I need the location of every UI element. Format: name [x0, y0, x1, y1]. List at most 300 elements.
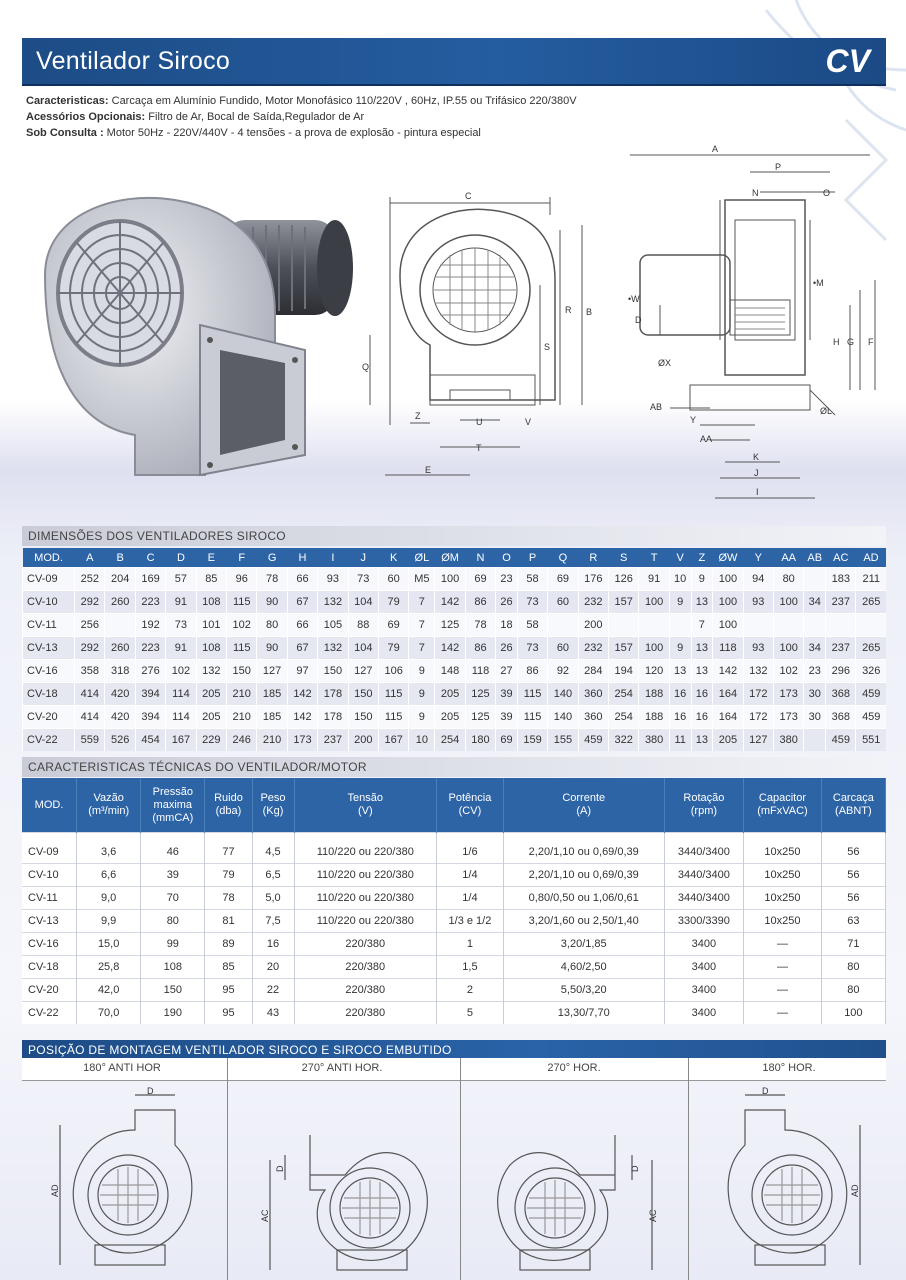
dim-col-header: A [75, 548, 105, 568]
technical-table [22, 778, 886, 1024]
spec-cell: 1/3 e 1/2 [437, 910, 504, 933]
dim-cell: 194 [609, 660, 639, 683]
spec-cell: 3400 [664, 1002, 744, 1025]
dim-cell: 237 [318, 729, 348, 752]
spec-cell: 9,9 [77, 910, 141, 933]
dim-cell: 459 [856, 706, 886, 729]
side-dimension-drawing [630, 140, 890, 510]
dim-cell: 86 [465, 591, 495, 614]
tech-col-header-line: (A) [576, 805, 592, 817]
dim-col-header: B [105, 548, 135, 568]
model-cell: CV-16 [22, 933, 77, 956]
spec-cell: 3300/3390 [664, 910, 744, 933]
dim-cell: 223 [135, 637, 165, 660]
dim-label-ad: AD [850, 1184, 860, 1197]
tech-col-header-line: Rotação [683, 792, 725, 804]
dim-cell: 115 [227, 637, 257, 660]
dimensions-section-title: DIMENSÕES DOS VENTILADORES SIROCO [22, 526, 886, 546]
dim-cell: 9 [691, 568, 713, 591]
dim-label-r: R [565, 305, 572, 315]
dim-cell: 91 [166, 637, 196, 660]
dim-cell: 140 [548, 683, 578, 706]
dim-cell: 185 [257, 683, 287, 706]
dim-cell: 204 [105, 568, 135, 591]
dim-cell: 58 [517, 614, 547, 637]
dim-cell: 90 [257, 591, 287, 614]
dim-label-q: Q [362, 362, 370, 372]
tech-col-header-line: (m³/min) [88, 805, 130, 817]
dim-cell: 18 [496, 614, 518, 637]
dim-cell: 104 [348, 637, 378, 660]
model-cell: CV-11 [23, 614, 75, 637]
tech-col-header [664, 778, 744, 833]
dim-cell: 173 [287, 729, 317, 752]
dim-col-header: MOD. [23, 548, 75, 568]
dim-cell: 92 [548, 660, 578, 683]
dim-cell: 188 [639, 706, 669, 729]
dim-label-aa: AA [700, 434, 713, 444]
mount-position-label: 180° ANTI HOR [83, 1062, 161, 1074]
dim-cell: 69 [548, 568, 578, 591]
mount-drawing-270-anti-hor [255, 1100, 445, 1275]
table-row [23, 568, 887, 591]
dim-cell: 394 [135, 683, 165, 706]
dim-col-header: D [166, 548, 196, 568]
technical-table-body [22, 833, 886, 1025]
spec-cell: — [744, 956, 822, 979]
dim-cell: 26 [496, 591, 518, 614]
model-cell: CV-20 [22, 979, 77, 1002]
dim-cell [856, 614, 886, 637]
dim-cell: 118 [465, 660, 495, 683]
dim-cell: 10 [409, 729, 435, 752]
dim-cell: 102 [227, 614, 257, 637]
dimensions-table-header [23, 548, 887, 568]
dim-cell: 23 [804, 660, 826, 683]
spec-label: Sob Consulta : [26, 127, 104, 139]
dim-cell [639, 614, 669, 637]
dim-cell: M5 [409, 568, 435, 591]
dim-cell: 73 [517, 637, 547, 660]
dim-cell: 69 [465, 568, 495, 591]
table-row [23, 637, 887, 660]
dim-cell [804, 614, 826, 637]
model-cell: CV-22 [23, 729, 75, 752]
model-cell: CV-09 [22, 833, 77, 864]
spec-cell: 43 [252, 1002, 294, 1025]
dim-cell: 148 [435, 660, 465, 683]
dim-cell: 125 [465, 683, 495, 706]
tech-col-header-line: (rpm) [690, 805, 718, 817]
dim-cell [804, 729, 826, 752]
dim-col-header: G [257, 548, 287, 568]
dim-cell: 39 [496, 706, 518, 729]
dim-cell: 118 [713, 637, 743, 660]
dim-cell [609, 614, 639, 637]
dim-cell: 73 [166, 614, 196, 637]
dim-label-v: V [525, 417, 532, 427]
dim-label-y: Y [690, 415, 697, 425]
tech-col-header [744, 778, 822, 833]
dim-label-g: G [847, 337, 855, 347]
model-cell: CV-16 [23, 660, 75, 683]
dim-cell: 157 [609, 637, 639, 660]
spec-cell: 10x250 [744, 833, 822, 864]
dim-cell: 16 [669, 683, 691, 706]
mount-position-label: 180° HOR. [762, 1062, 816, 1074]
dim-cell: 132 [318, 591, 348, 614]
dim-cell: 368 [826, 683, 856, 706]
tech-col-header-line: MOD. [34, 798, 64, 811]
dim-cell: 16 [691, 683, 713, 706]
dim-cell: 150 [318, 660, 348, 683]
spec-cell: 1/6 [437, 833, 504, 864]
dim-cell: 252 [75, 568, 105, 591]
dim-cell: 88 [348, 614, 378, 637]
spec-cell: 77 [205, 833, 252, 864]
dim-label-d: D [630, 1165, 640, 1172]
spec-cell: 81 [205, 910, 252, 933]
spec-cell: 71 [821, 933, 885, 956]
dim-cell: 100 [713, 568, 743, 591]
spec-cell: 39 [141, 864, 205, 887]
dim-cell: 150 [227, 660, 257, 683]
dim-label-d: D [635, 315, 642, 325]
dim-cell: 155 [548, 729, 578, 752]
tech-col-header-line: Tensão [347, 792, 384, 804]
dim-cell: 360 [578, 683, 608, 706]
dim-cell: 16 [669, 706, 691, 729]
dim-cell: 292 [75, 637, 105, 660]
dim-cell: 66 [287, 614, 317, 637]
dim-cell [105, 614, 135, 637]
model-cell: CV-11 [22, 887, 77, 910]
dim-cell: 229 [196, 729, 226, 752]
spec-cell: 95 [205, 1002, 252, 1025]
dim-cell: 60 [378, 568, 408, 591]
dim-col-header: E [196, 548, 226, 568]
dim-cell: 13 [691, 660, 713, 683]
spec-cell: 2,20/1,10 ou 0,69/0,39 [503, 833, 664, 864]
dim-cell: 100 [435, 568, 465, 591]
spec-cell: 3440/3400 [664, 887, 744, 910]
dim-cell: 205 [435, 683, 465, 706]
dim-cell: 178 [318, 683, 348, 706]
dim-cell: 102 [774, 660, 804, 683]
table-row [23, 706, 887, 729]
dim-cell: 108 [196, 591, 226, 614]
dim-cell: 85 [196, 568, 226, 591]
mounting-section-title: POSIÇÃO DE MONTAGEM VENTILADOR SIROCO E SIROCO EMBUTIDO [22, 1040, 886, 1060]
spec-cell: 110/220 ou 220/380 [294, 887, 437, 910]
dim-cell: 100 [713, 614, 743, 637]
dim-cell: 210 [227, 706, 257, 729]
dim-cell: 7 [409, 591, 435, 614]
dim-cell: 79 [378, 637, 408, 660]
dim-label-d: D [275, 1165, 285, 1172]
dim-cell: 7 [691, 614, 713, 637]
dim-cell: 100 [639, 637, 669, 660]
dim-cell: 132 [318, 637, 348, 660]
model-cell: CV-10 [23, 591, 75, 614]
dim-cell: 292 [75, 591, 105, 614]
table-row [22, 979, 886, 1002]
dim-cell: 105 [318, 614, 348, 637]
dim-cell: 93 [318, 568, 348, 591]
spec-cell: 56 [821, 864, 885, 887]
dim-cell: 159 [517, 729, 547, 752]
dim-cell: 9 [409, 706, 435, 729]
dim-label-ox: ØX [658, 358, 672, 368]
dim-cell: 254 [609, 683, 639, 706]
dim-label-ab: AB [650, 402, 663, 412]
spec-cell: 63 [821, 910, 885, 933]
dim-cell: 9 [409, 683, 435, 706]
dim-col-header: ØM [435, 548, 465, 568]
dim-cell: 358 [75, 660, 105, 683]
table-row [23, 660, 887, 683]
dim-cell: 30 [804, 706, 826, 729]
dim-cell: 265 [856, 637, 886, 660]
dim-cell: 125 [435, 614, 465, 637]
spec-cell: 85 [205, 956, 252, 979]
spec-cell: 10x250 [744, 864, 822, 887]
spec-cell: 1/4 [437, 887, 504, 910]
spec-cell: 25,8 [77, 956, 141, 979]
spec-cell: 1,5 [437, 956, 504, 979]
dim-cell: 232 [578, 591, 608, 614]
tech-col-header [252, 778, 294, 833]
spec-cell: 46 [141, 833, 205, 864]
dim-label-k: K [753, 452, 760, 462]
dim-label-h: H [833, 337, 840, 347]
spec-cell: 99 [141, 933, 205, 956]
spec-cell: 42,0 [77, 979, 141, 1002]
dim-cell: 100 [774, 637, 804, 660]
dim-cell: 256 [75, 614, 105, 637]
mount-drawing-180-anti-hor [40, 1085, 220, 1275]
dim-cell: 11 [669, 729, 691, 752]
dim-label-o: O [823, 188, 831, 198]
dim-label-t: T [476, 443, 482, 453]
table-row [23, 683, 887, 706]
dim-cell: 34 [804, 591, 826, 614]
table-row [22, 1002, 886, 1025]
dim-cell: 115 [378, 706, 408, 729]
dim-label-s: S [544, 342, 551, 352]
spec-cell: 79 [205, 864, 252, 887]
table-row [23, 614, 887, 637]
divider [227, 1058, 228, 1280]
tech-col-header-line: Vazão [93, 792, 124, 804]
model-cell: CV-22 [22, 1002, 77, 1025]
dim-col-header: J [348, 548, 378, 568]
spec-cell: 6,5 [252, 864, 294, 887]
dim-cell: 420 [105, 683, 135, 706]
front-dimension-drawing [360, 185, 600, 495]
model-cell: CV-13 [23, 637, 75, 660]
dim-cell: 100 [639, 591, 669, 614]
dim-cell: 188 [639, 683, 669, 706]
dim-cell: 200 [578, 614, 608, 637]
dim-cell: 368 [826, 706, 856, 729]
dim-col-header: ØW [713, 548, 743, 568]
dim-cell: 78 [257, 568, 287, 591]
dim-cell: 185 [257, 706, 287, 729]
dim-cell: 97 [287, 660, 317, 683]
spec-cell: 220/380 [294, 933, 437, 956]
dim-cell: 13 [691, 591, 713, 614]
dim-cell: 127 [257, 660, 287, 683]
mount-position-label: 270° ANTI HOR. [301, 1062, 383, 1074]
dim-label-j: J [754, 468, 759, 478]
table-row [22, 864, 886, 887]
spec-cell: 56 [821, 833, 885, 864]
dim-cell: 200 [348, 729, 378, 752]
spec-cell: 3440/3400 [664, 864, 744, 887]
dim-label-d: D [762, 1086, 769, 1096]
dim-cell: 246 [227, 729, 257, 752]
dim-cell: 265 [856, 591, 886, 614]
tech-col-header [141, 778, 205, 833]
tech-col-header-line: maxima [153, 798, 193, 811]
dim-cell [826, 614, 856, 637]
tech-col-header-line: Potência [448, 792, 492, 804]
table-row [23, 729, 887, 752]
spec-cell: 110/220 ou 220/380 [294, 864, 437, 887]
dim-col-header: ØL [409, 548, 435, 568]
dim-cell: 91 [639, 568, 669, 591]
dim-cell: 80 [257, 614, 287, 637]
spec-cell: 3400 [664, 933, 744, 956]
dim-cell: 127 [743, 729, 773, 752]
dim-cell [774, 614, 804, 637]
model-cell: CV-18 [23, 683, 75, 706]
page-title: Ventilador Siroco [36, 47, 231, 75]
dim-label-u: U [476, 417, 483, 427]
dim-cell: 205 [196, 683, 226, 706]
dim-cell: 94 [743, 568, 773, 591]
dim-cell: 115 [378, 683, 408, 706]
dim-cell: 101 [196, 614, 226, 637]
dim-cell: 254 [609, 706, 639, 729]
tech-col-header-line: Peso [260, 792, 286, 804]
dim-cell: 394 [135, 706, 165, 729]
spec-cell: 3,6 [77, 833, 141, 864]
tech-col-header-line: (CV) [458, 805, 482, 817]
dim-cell: 115 [517, 706, 547, 729]
mount-drawing-270-hor [480, 1100, 670, 1275]
dim-cell: 237 [826, 637, 856, 660]
dim-cell: 142 [287, 683, 317, 706]
product-code: CV [825, 43, 870, 79]
spec-label: Acessórios Opcionais: [26, 111, 146, 123]
dim-cell: 459 [856, 683, 886, 706]
spec-cell: 7,5 [252, 910, 294, 933]
spec-cell: 190 [141, 1002, 205, 1025]
dim-cell: 420 [105, 706, 135, 729]
dim-cell: 380 [774, 729, 804, 752]
dim-cell: 9 [409, 660, 435, 683]
dim-col-header: N [465, 548, 495, 568]
dim-cell: 260 [105, 637, 135, 660]
dim-cell: 459 [578, 729, 608, 752]
spec-cell: 1 [437, 933, 504, 956]
dim-cell: 318 [105, 660, 135, 683]
dim-cell: 93 [743, 637, 773, 660]
spec-cell: 4,60/2,50 [503, 956, 664, 979]
dim-label-a: A [712, 144, 719, 154]
dim-cell: 178 [318, 706, 348, 729]
spec-cell: 220/380 [294, 956, 437, 979]
spec-cell: 9,0 [77, 887, 141, 910]
dim-cell: 69 [496, 729, 518, 752]
dim-cell: 164 [713, 706, 743, 729]
technical-section-title: CARACTERISTICAS TÉCNICAS DO VENTILADOR/MOTOR [22, 757, 886, 777]
dim-cell: 205 [713, 729, 743, 752]
dim-cell: 100 [774, 591, 804, 614]
dim-cell: 176 [578, 568, 608, 591]
table-row [22, 833, 886, 864]
dim-cell: 126 [609, 568, 639, 591]
dim-cell: 192 [135, 614, 165, 637]
spec-cell: 80 [821, 979, 885, 1002]
spec-cell: 89 [205, 933, 252, 956]
dim-cell: 360 [578, 706, 608, 729]
spec-cell: 110/220 ou 220/380 [294, 833, 437, 864]
dim-label-i: I [756, 487, 759, 497]
spec-cell: 5 [437, 1002, 504, 1025]
dim-cell: 90 [257, 637, 287, 660]
dim-col-header: T [639, 548, 669, 568]
dim-cell [743, 614, 773, 637]
dim-cell: 9 [669, 637, 691, 660]
dim-cell: 459 [826, 729, 856, 752]
dim-cell: 115 [227, 591, 257, 614]
dim-cell: 296 [826, 660, 856, 683]
dim-label-ac: AC [648, 1209, 658, 1222]
dim-cell: 169 [135, 568, 165, 591]
dim-label-b: B [586, 307, 593, 317]
dim-cell: 132 [743, 660, 773, 683]
dim-cell: 60 [548, 591, 578, 614]
dim-cell: 167 [378, 729, 408, 752]
dim-cell: 254 [435, 729, 465, 752]
dim-cell: 73 [348, 568, 378, 591]
dim-col-header: Q [548, 548, 578, 568]
dim-cell: 10 [669, 568, 691, 591]
tech-col-header [437, 778, 504, 833]
dim-cell: 114 [166, 683, 196, 706]
dim-cell: 16 [691, 706, 713, 729]
dim-cell: 150 [348, 706, 378, 729]
tech-col-header-line: Pressão [152, 785, 193, 798]
mount-position-label: 270° HOR. [547, 1062, 601, 1074]
dim-col-header: AA [774, 548, 804, 568]
dim-label-ol: ØL [820, 406, 833, 416]
spec-cell: 3440/3400 [664, 833, 744, 864]
spec-label: Caracteristicas: [26, 95, 109, 107]
dim-col-header: K [378, 548, 408, 568]
dim-label-z: Z [415, 411, 421, 421]
spec-cell: 5,50/3,20 [503, 979, 664, 1002]
dim-cell: 102 [166, 660, 196, 683]
technical-table-header [22, 778, 886, 833]
dim-cell: 93 [743, 591, 773, 614]
dim-col-header: C [135, 548, 165, 568]
dim-cell: 58 [517, 568, 547, 591]
spec-cell: 110/220 ou 220/380 [294, 910, 437, 933]
